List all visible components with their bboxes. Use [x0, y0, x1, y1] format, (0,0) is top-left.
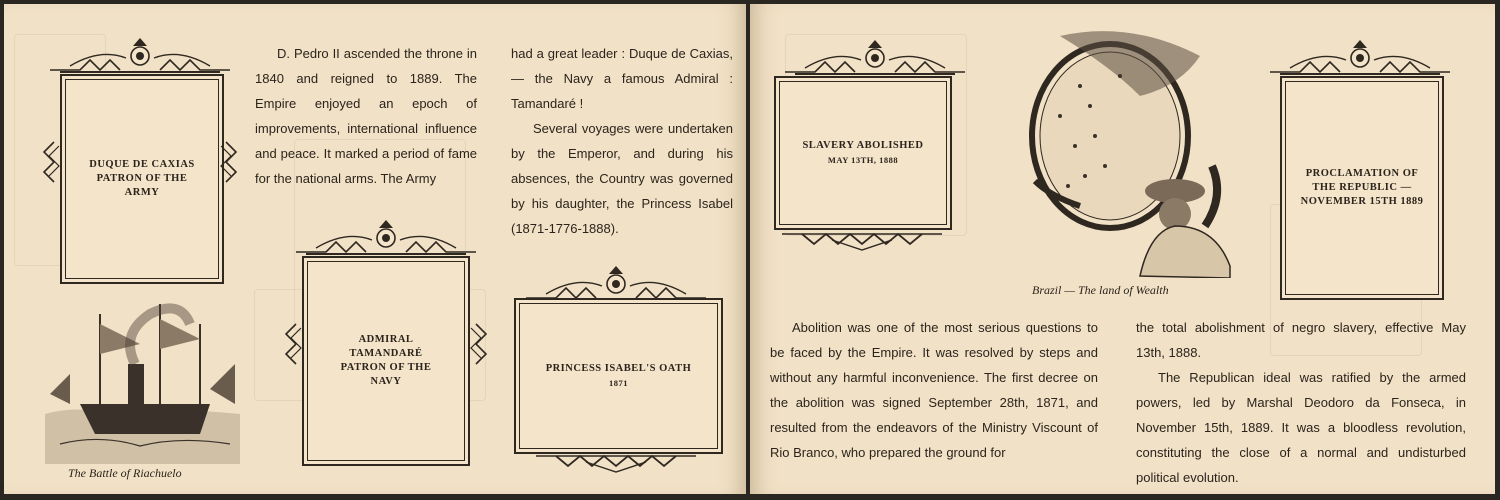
left-page: [4, 4, 746, 494]
slavery-frame: [770, 44, 980, 259]
republic-caption: [1282, 167, 1442, 209]
zigzag-ornament: [862, 234, 863, 235]
isabel-year: 1871: [609, 378, 628, 388]
slavery-caption: [776, 139, 950, 167]
republic-line-3: NOVEMBER 15TH 1889: [1300, 196, 1424, 207]
republic-line-2: THE REPUBLIC —: [1312, 182, 1412, 193]
left-col2-paragraph-2: Several voyages were undertaken by the Emperor, and during his absences, the Country was governed by his daughter, the Princess Isabel (1871-1776-1888).: [511, 121, 733, 236]
republic-frame: [1270, 44, 1450, 304]
tamandare-line-3: PATRON OF THE: [340, 362, 432, 373]
tamandare-line-1: ADMIRAL: [358, 334, 414, 345]
side-ornament: [226, 142, 227, 143]
crest-ornament: [1360, 50, 1361, 51]
caxias-line-2: PATRON OF THE: [96, 173, 188, 184]
left-text-col1: [255, 41, 477, 191]
slavery-date: MAY 13TH, 1888: [827, 155, 899, 165]
right-page: [750, 4, 1495, 494]
right-text-col2: [1136, 315, 1466, 490]
crest-ornament: [616, 276, 617, 277]
side-ornament: [296, 324, 297, 325]
side-ornament: [54, 142, 55, 143]
left-text-col2: [511, 41, 733, 241]
right-col2-paragraph-2: The Republican ideal was ratified by the armed powers, led by Marshal Deodoro da Fonseca, in November 15th, 1889. It was a bloodless revolution, constituting the close of a normal and undisturbed political evolution.: [1136, 370, 1466, 485]
battle-ship-illustration: [40, 294, 245, 464]
isabel-caption: [516, 362, 721, 390]
isabel-title: PRINCESS ISABEL'S OATH: [545, 363, 692, 374]
crest-ornament: [386, 230, 387, 231]
caxias-line-1: DUQUE DE CAXIAS: [89, 159, 195, 170]
slavery-title: SLAVERY ABOLISHED: [802, 140, 924, 151]
side-ornament: [476, 324, 477, 325]
caxias-frame: [40, 42, 240, 292]
republic-line-1: PROCLAMATION OF: [1305, 168, 1419, 179]
right-col1-paragraph: Abolition was one of the most serious questions to be faced by the Empire. It was resolved by steps and without any harmful inconvenience. The first decree on the abolition was signed September 28th, 1871, and resulted from the endeavors of the Ministry Viscount of Rio Branco, who prepared the ground for: [770, 320, 1098, 460]
right-text-col1: [770, 315, 1098, 465]
left-col1-paragraph: D. Pedro II ascended the throne in 1840 and reigned to 1889. The Empire enjoyed an epoch of improvements, international influence and peace. It marked a period of fame for the national arms. The Army: [255, 46, 477, 186]
crest-ornament: [140, 48, 141, 49]
tamandare-line-2: TAMANDARÉ: [349, 348, 423, 359]
zigzag-ornament: [616, 456, 617, 457]
battle-caption: The Battle of Riachuelo: [68, 466, 182, 480]
isabel-frame: [504, 270, 734, 480]
tamandare-frame: [286, 224, 486, 474]
right-col2-paragraph-1: the total abolishment of negro slavery, effective May 13th, 1888.: [1136, 320, 1466, 360]
caxias-caption: [62, 158, 222, 200]
coffee-sieve-illustration: [1020, 26, 1235, 278]
tamandare-caption: [304, 333, 468, 389]
caxias-line-3: ARMY: [124, 187, 160, 198]
crest-ornament: [875, 50, 876, 51]
tamandare-line-4: NAVY: [370, 376, 402, 387]
left-col2-paragraph-1: had a great leader : Duque de Caxias, — the Navy a famous Admiral : Tamandaré !: [511, 46, 733, 111]
wealth-caption: Brazil — The land of Wealth: [1032, 283, 1169, 297]
